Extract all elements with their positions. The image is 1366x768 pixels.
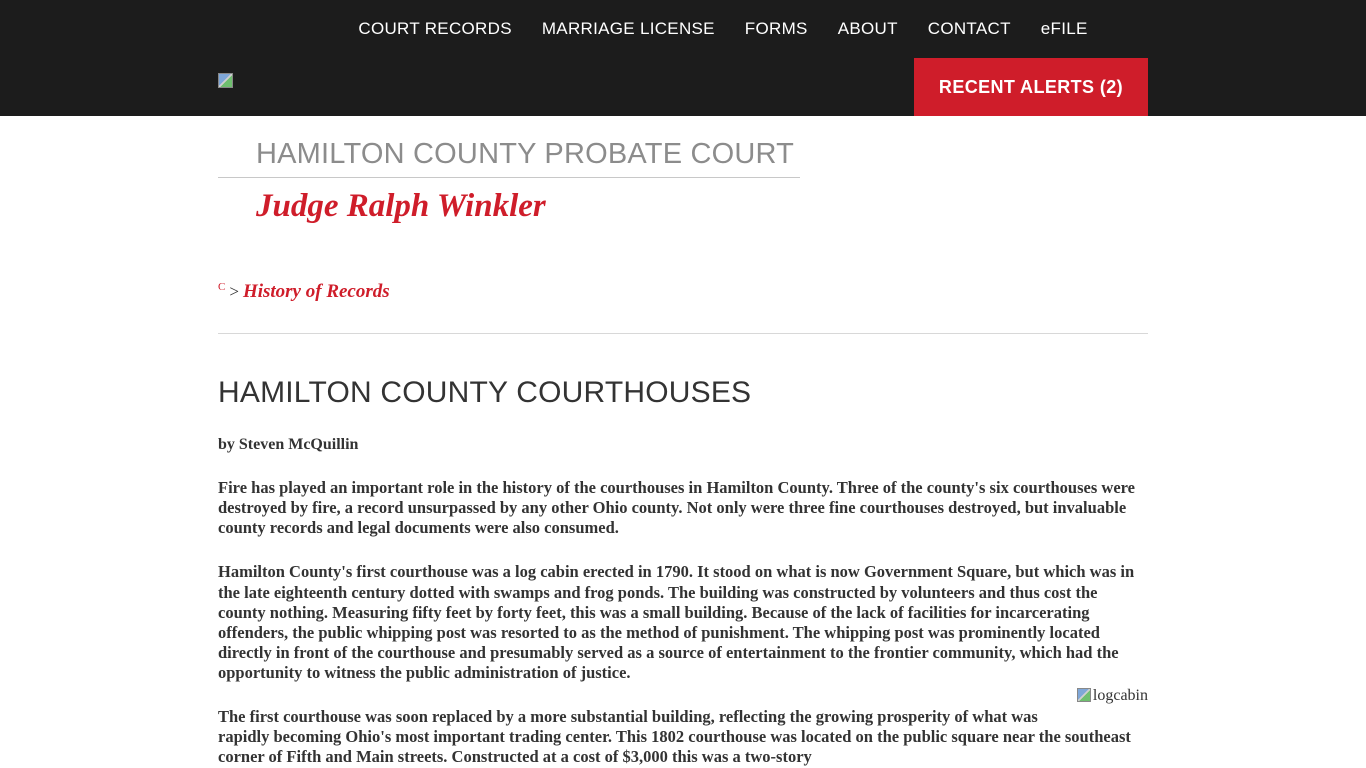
- court-title: HAMILTON COUNTY PROBATE COURT: [218, 134, 800, 178]
- site-logo[interactable]: [218, 72, 234, 88]
- content-divider: [218, 333, 1148, 334]
- title-block: [0, 116, 1366, 303]
- breadcrumb-current: History of Records: [242, 281, 390, 302]
- article-paragraph-1: Fire has played an important role in the history of the courthouses in Hamilton County. Three of the county's six courthouses were destroyed by fire, a record unsurpassed by any other Ohio county. Not only were three fine courthouses destroyed, but invaluable county records and legal documents were also consumed.: [218, 478, 1135, 538]
- site-header: [0, 0, 1366, 116]
- judge-name: Judge Ralph Winkler: [256, 188, 546, 224]
- breadcrumb: [218, 281, 1148, 303]
- nav-marriage-license[interactable]: MARRIAGE LICENSE: [541, 19, 715, 38]
- breadcrumb-separator: >: [229, 282, 239, 301]
- page-title: HAMILTON COUNTY COURTHOUSES: [218, 376, 752, 409]
- recent-alerts-button[interactable]: RECENT ALERTS (2): [914, 58, 1148, 116]
- breadcrumb-home-link[interactable]: C: [218, 281, 226, 293]
- article: [0, 376, 1366, 768]
- broken-image-icon: [218, 73, 233, 88]
- article-byline: by Steven McQuillin: [218, 436, 359, 453]
- nav-contact[interactable]: CONTACT: [927, 19, 1011, 38]
- broken-image-icon: [1077, 688, 1091, 702]
- article-paragraph-3: The first courthouse was soon replaced by a more substantial building, reflecting the growing prosperity of what was rapidly becoming Ohio's most important trading center. This 1802 courthouse was located on the public square near the southeast corner of Fifth and Main streets. Constructed at a cost of $3,000 this was a two-story: [218, 707, 1131, 767]
- primary-navigation: [0, 0, 1366, 58]
- nav-forms[interactable]: FORMS: [744, 19, 808, 38]
- article-paragraph-2: Hamilton County's first courthouse was a log cabin erected in 1790. It stood on what is now Government Square, but which was in the late eighteenth century dotted with swamps and frog ponds. The building was constructed by volunteers and thus cost the county nothing. Measuring fifty feet by forty feet, this was a small building. Because of the lack of facilities for incarcerating offenders, the public whipping post was resorted to as the method of punishment. The whipping post was prominently located directly in front of the courthouse and presumably served as a source of entertainment to the frontier community, which had the opportunity to witness the public administration of justice.: [218, 562, 1135, 682]
- log-cabin-figure: [1077, 687, 1148, 705]
- log-cabin-figure-alt: logcabin: [1092, 687, 1148, 705]
- nav-court-records[interactable]: COURT RECORDS: [358, 19, 512, 38]
- nav-about[interactable]: ABOUT: [837, 19, 898, 38]
- nav-efile[interactable]: eFILE: [1040, 19, 1088, 38]
